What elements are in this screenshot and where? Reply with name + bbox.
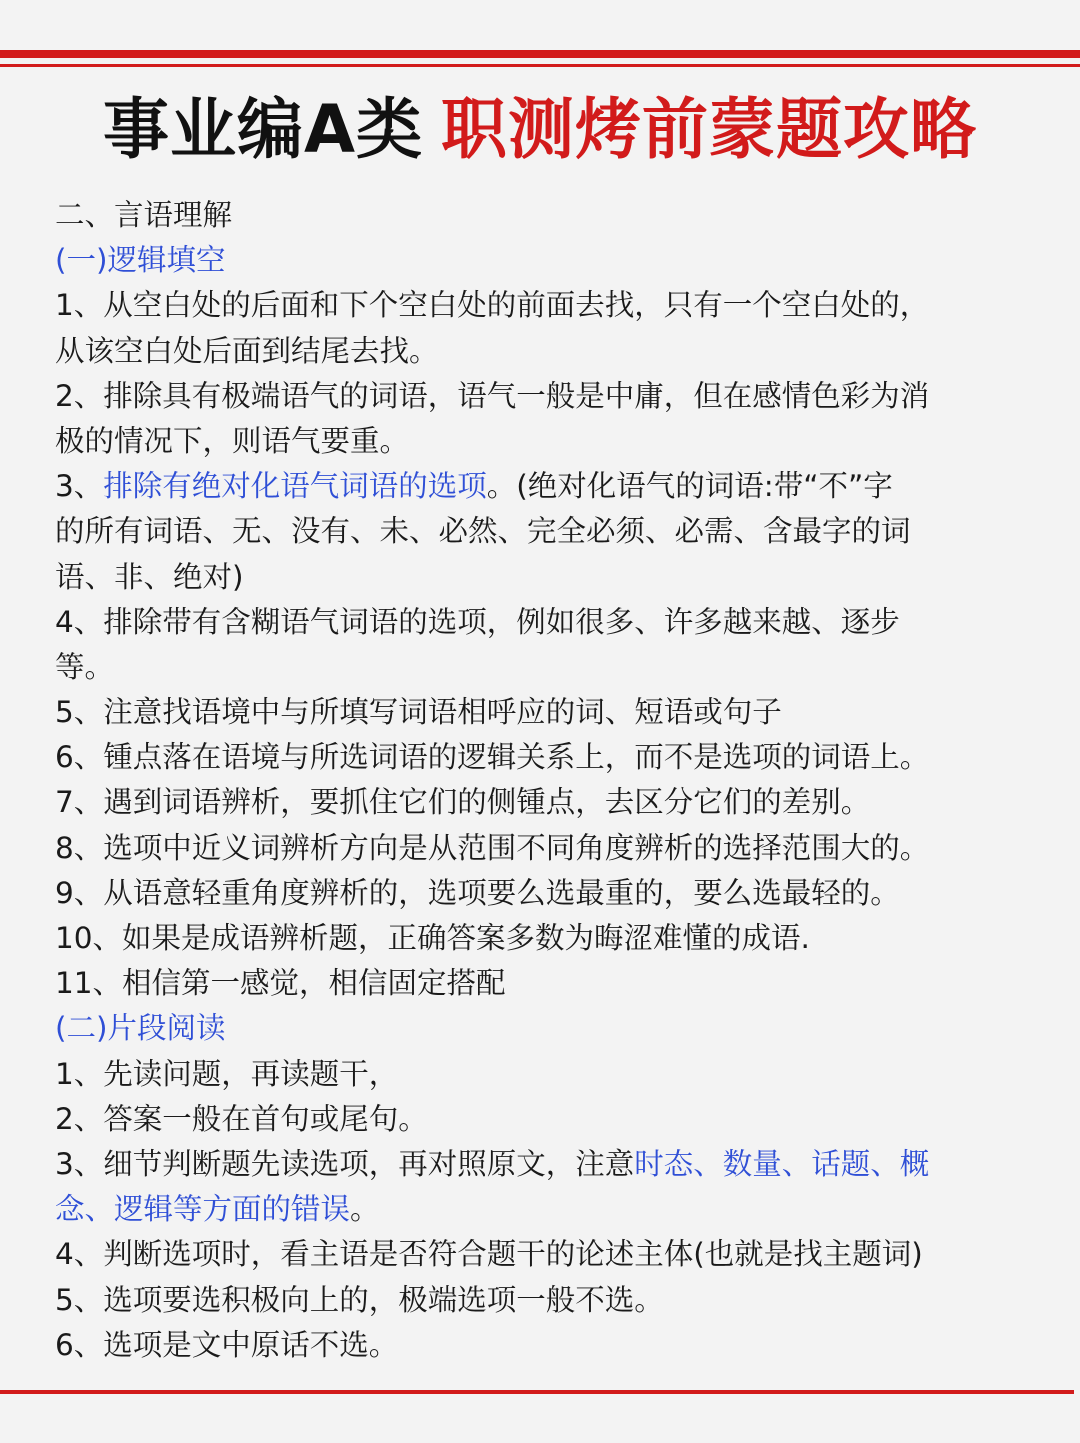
text-segment: 3、细节判断题先读选项，再对照原文，注意 — [55, 1146, 635, 1181]
text-segment: 。 — [350, 1192, 380, 1227]
text-segment: 3、 — [55, 469, 104, 504]
top-red-rule-thick — [0, 50, 1080, 58]
top-red-rule-thin — [0, 64, 1080, 67]
text-line: 2、答案一般在首句或尾句。 — [55, 1101, 428, 1136]
text-line: 2、排除具有极端语气的词语，语气一般是中庸，但在感情色彩为消 — [55, 378, 930, 413]
text-line: 8、选项中近义词辨析方向是从范围不同角度辨析的选择范围大的。 — [55, 830, 930, 865]
text-line: 1、先读问题，再读题干， — [55, 1056, 399, 1091]
text-line: 语、非、绝对) — [55, 559, 244, 594]
text-line: 1、从空白处的后面和下个空白处的前面去找，只有一个空白处的， — [55, 288, 930, 323]
text-line: 9、从语意轻重角度辨析的，选项要么选最重的，要么选最轻的。 — [55, 875, 900, 910]
text-line: 从该空白处后面到结尾去找。 — [55, 333, 439, 368]
text-line — [55, 1187, 1040, 1232]
section-heading: 二、言语理解 — [55, 198, 233, 232]
part2-heading: (二)片段阅读 — [55, 1011, 226, 1046]
text-line: 11、相信第一感觉，相信固定搭配 — [55, 966, 506, 1001]
text-line: 4、判断选项时，看主语是否符合题干的论述主体(也就是找主题词) — [55, 1237, 923, 1272]
bottom-red-rule — [0, 1390, 1074, 1394]
title-black-part: 事业编A类 — [102, 91, 424, 168]
text-line: 6、锺点落在语境与所选词语的逻辑关系上，而不是选项的词语上。 — [55, 740, 930, 775]
text-line: 4、排除带有含糊语气词语的选项，例如很多、许多越来越、逐步 — [55, 604, 900, 639]
text-line: 5、注意找语境中与所填写词语相呼应的词、短语或句子 — [55, 695, 782, 730]
text-line — [55, 464, 1040, 509]
part1-heading: (一)逻辑填空 — [55, 243, 226, 278]
text-line — [55, 1142, 1040, 1187]
text-line: 6、选项是文中原话不选。 — [55, 1327, 399, 1362]
article-body — [55, 193, 1040, 1368]
text-segment: 。(绝对化语气的词语:带“不”字 — [486, 469, 893, 504]
text-line: 5、选项要选积极向上的，极端选项一般不选。 — [55, 1282, 664, 1317]
text-line: 等。 — [55, 649, 115, 684]
text-line: 的所有词语、无、没有、未、必然、完全必须、必需、含最字的词 — [55, 514, 911, 549]
text-line: 极的情况下，则语气要重。 — [55, 423, 410, 458]
page-title — [0, 88, 1080, 172]
highlighted-phrase: 时态、数量、话题、概 — [634, 1146, 930, 1181]
text-line: 10、如果是成语辨析题，正确答案多数为晦涩难懂的成语. — [55, 921, 810, 955]
highlighted-phrase: 排除有绝对化语气词语的选项 — [103, 469, 487, 504]
highlighted-phrase: 念、逻辑等方面的错误 — [55, 1192, 351, 1227]
title-red-part: 职测烤前蒙题攻略 — [441, 91, 978, 168]
text-line: 7、遇到词语辨析，要抓住它们的侧锺点，去区分它们的差别。 — [55, 785, 871, 820]
